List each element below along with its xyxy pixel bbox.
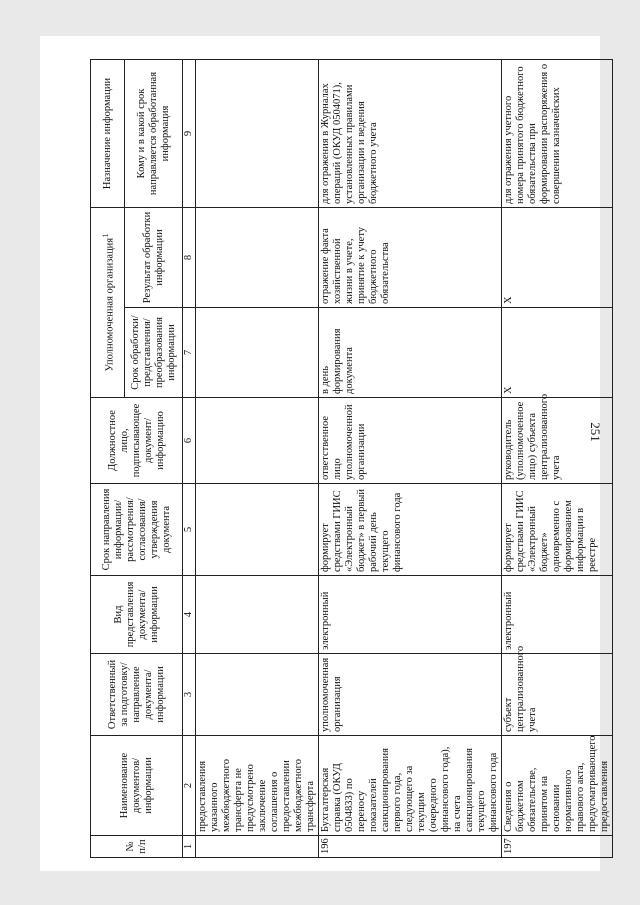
table-row [319,60,502,858]
header-official: Должностное лицо, подписывающее документ/ информацию [91,398,183,484]
cell-processing: в день формирования документа [319,308,502,398]
header-kind: Вид представления документа/ информации [91,576,183,654]
cell-number [196,836,319,858]
header-processing: Срок обработки/ представления/ преобразования информации [125,308,183,398]
col-number: 7 [183,308,196,398]
page-number: 251 [587,422,603,442]
cell-responsible: субъект централизованного учета [502,654,613,736]
header-number: № п/п [91,836,183,858]
col-number: 1 [183,836,196,858]
cell-deadline: формирует средствами ГИИС «Электронный бюджет» одновременно с формированием информации в реестре [502,484,613,576]
col-number: 4 [183,576,196,654]
header-purpose: Назначение информации [91,60,125,208]
cell-official: руководитель (уполномоченное лицо) субъекта централизованного учета [502,398,613,484]
header-purpose-sub: Кому и в какой срок направляется обработанная информация [125,60,183,208]
cell-kind [196,576,319,654]
header-result: Результат обработки информации [125,208,183,308]
cell-name: предоставления указанного межбюджетного трансферта не предусмотрено заключение соглашения о предоставлении межбюджетного трансферта [196,736,319,836]
cell-official [196,398,319,484]
col-number: 5 [183,484,196,576]
col-number: 9 [183,60,196,208]
header-deadline: Срок направления информации/ рассмотрения/ согласования/ утверждения документа [91,484,183,576]
cell-purpose: для отражения учетного номера принятого бюджетного обязательства при формировании распоряжения о совершении казначейских [502,60,613,208]
col-number: 8 [183,208,196,308]
cell-purpose [196,60,319,208]
cell-result: отражение факта хозяйственной жизни в учете, принятие к учету бюджетного обязательства [319,208,502,308]
cell-result [196,208,319,308]
header-name: Наименование документов/ информации [91,736,183,836]
cell-processing: X [502,308,613,398]
cell-deadline: формирует средствами ГИИС «Электронный бюджет» в первый рабочий день текущего финансового года [319,484,502,576]
document-table [90,59,613,858]
cell-result: X [502,208,613,308]
cell-number: 197 [502,836,613,858]
cell-responsible [196,654,319,736]
cell-kind: электронный [502,576,613,654]
cell-deadline [196,484,319,576]
cell-number: 196 [319,836,502,858]
col-number: 2 [183,736,196,836]
cell-name: Сведения о бюджетном обязательстве, принятом на основании нормативного правового акта, предусматривающего предоставления [502,736,613,836]
cell-kind: электронный [319,576,502,654]
header-organization-group: Уполномоченная организация$^1$ [91,208,125,398]
header-responsible: Ответственный за подготовку/ направление документа/ информации [91,654,183,736]
table-row [196,60,319,858]
cell-name: Бухгалтерская справка (ОКУД 0504833) по переносу показателей санкционирования первого года, следующего за текущим (очередного финансового года), на счета санкционирования текущего финансового года [319,736,502,836]
table-row [502,60,613,858]
column-number-row [183,60,196,858]
col-number: 3 [183,654,196,736]
col-number: 6 [183,398,196,484]
cell-processing [196,308,319,398]
cell-purpose: для отражения в Журналах операций (ОКУД 0504071), установленных правилами организации и ведения бюджетного учета [319,60,502,208]
cell-official: ответственное лицо уполномоченной организации [319,398,502,484]
cell-responsible: уполномоченная организация [319,654,502,736]
